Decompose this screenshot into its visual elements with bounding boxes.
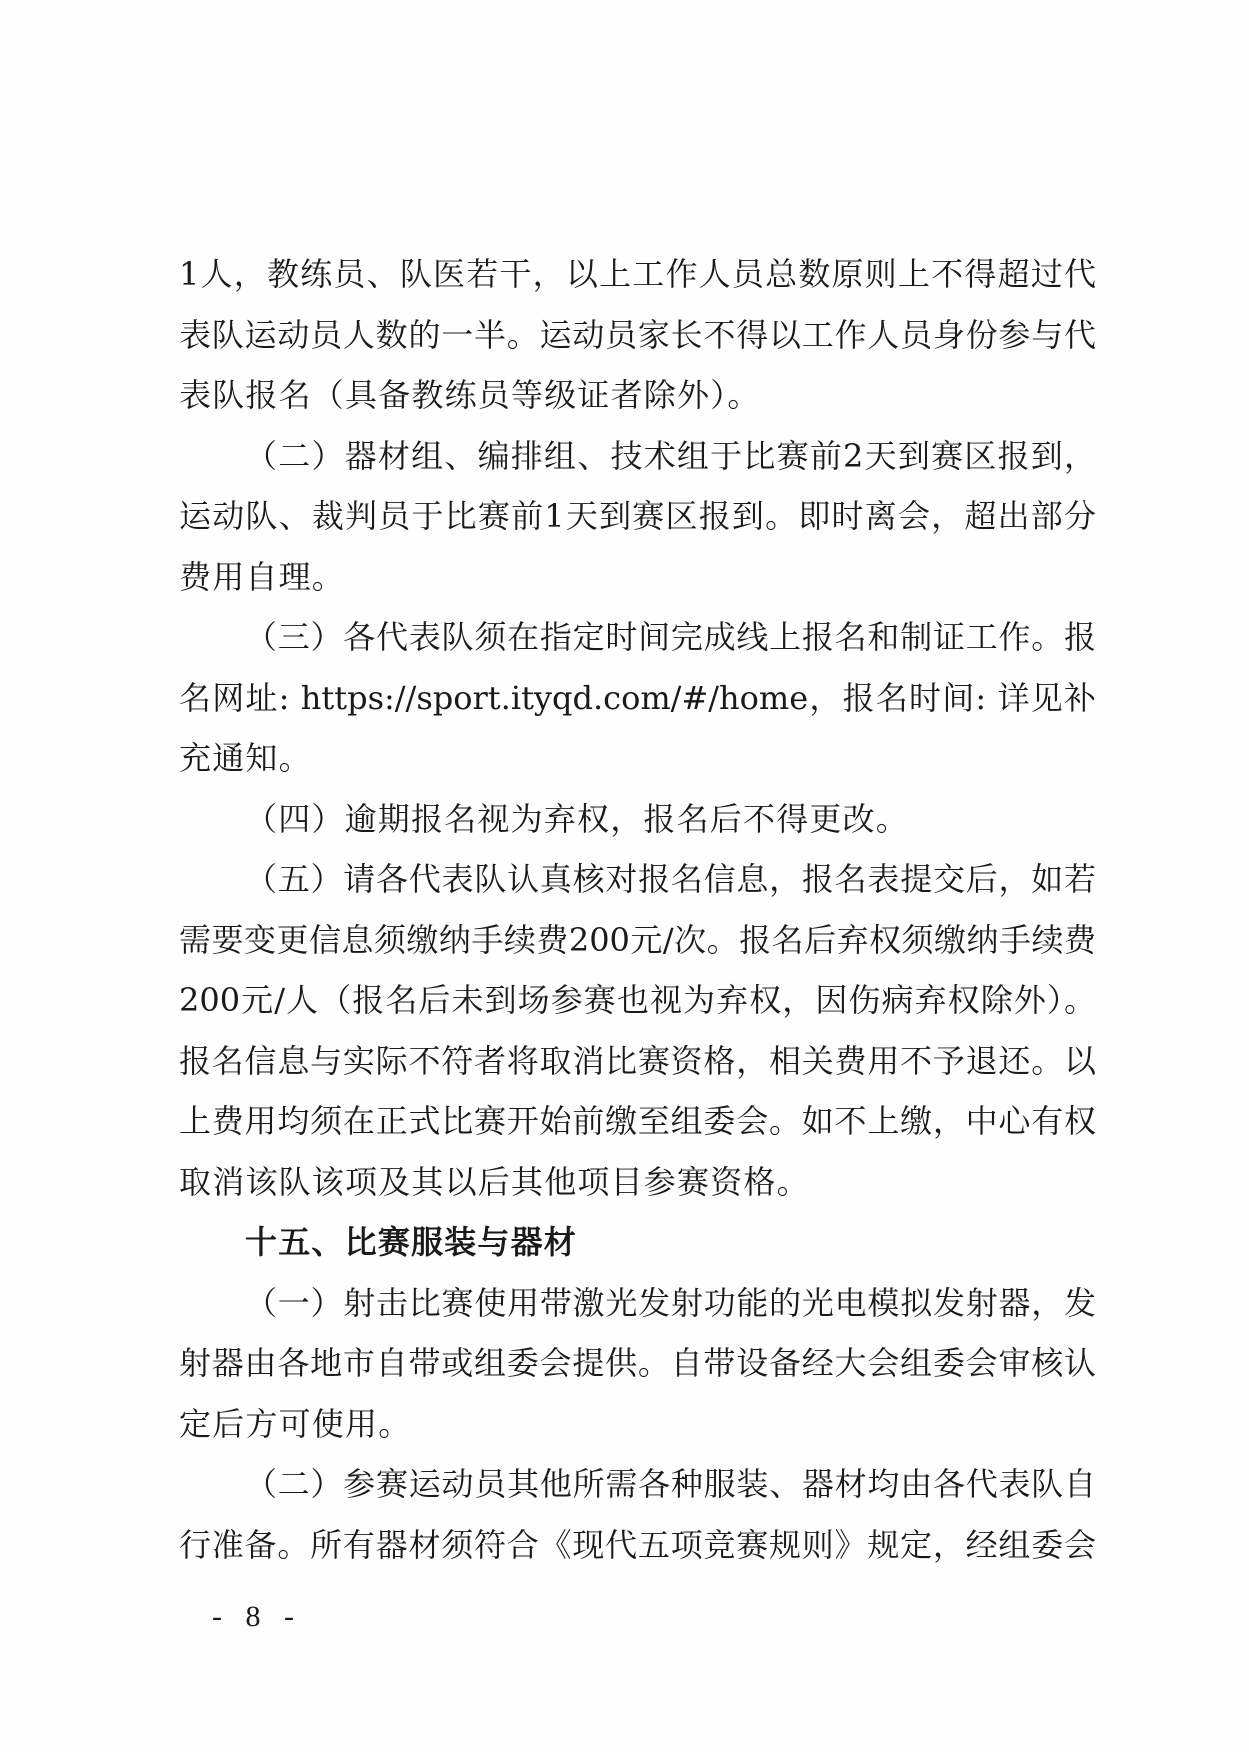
text-line: （三）各代表队须在指定时间完成线上报名和制证工作。报 [245, 618, 1096, 656]
text-line: 表队报名（具备教练员等级证者除外）。 [179, 376, 761, 414]
text-line: （四）逾期报名视为弃权，报名后不得更改。 [245, 799, 910, 838]
body-text [179, 244, 1096, 1575]
text-line: 取消该队该项及其以后其他项目参赛资格。 [179, 1162, 810, 1201]
page-number: - 8 - [212, 1600, 302, 1633]
text-line: 费用自理。 [179, 557, 346, 596]
text-line: （一）射击比赛使用带激光发射功能的光电模拟发射器，发 [245, 1283, 1096, 1322]
text-line: 运动队、裁判员于比赛前1天到赛区报到。即时离会，超出部分 [179, 497, 1096, 535]
text-line: 表队运动员人数的一半。运动员家长不得以工作人员身份参与代 [179, 315, 1096, 354]
text-line: （二）器材组、编排组、技术组于比赛前2天到赛区报到， [245, 436, 1096, 475]
text-line: 200元/人（报名后未到场参赛也视为弃权，因伤病弃权除外）。 [179, 981, 1096, 1019]
text-line: 上费用均须在正式比赛开始前缴至组委会。如不上缴，中心有权 [179, 1102, 1096, 1140]
text-line: 报名信息与实际不符者将取消比赛资格，相关费用不予退还。以 [179, 1041, 1096, 1080]
text-line: 行准备。所有器材须符合《现代五项竞赛规则》规定，经组委会 [179, 1525, 1096, 1564]
text-line: 名网址: https://sport.ityqd.com/#/home，报名时间: 详见补 [179, 678, 1096, 717]
text-line: 充通知。 [179, 739, 312, 777]
text-line: 射器由各地市自带或组委会提供。自带设备经大会组委会审核认 [179, 1344, 1096, 1382]
text-line: 1人，教练员、队医若干，以上工作人员总数原则上不得超过代 [179, 255, 1096, 293]
text-line: （二）参赛运动员其他所需各种服装、器材均由各代表队自 [245, 1465, 1096, 1503]
text-line: 需要变更信息须缴纳手续费200元/次。报名后弃权须缴纳手续费 [179, 920, 1096, 959]
text-line: （五）请各代表队认真核对报名信息，报名表提交后，如若 [245, 860, 1096, 898]
text-line: 定后方可使用。 [179, 1404, 412, 1443]
section-heading: 十五、比赛服装与器材 [245, 1223, 578, 1261]
